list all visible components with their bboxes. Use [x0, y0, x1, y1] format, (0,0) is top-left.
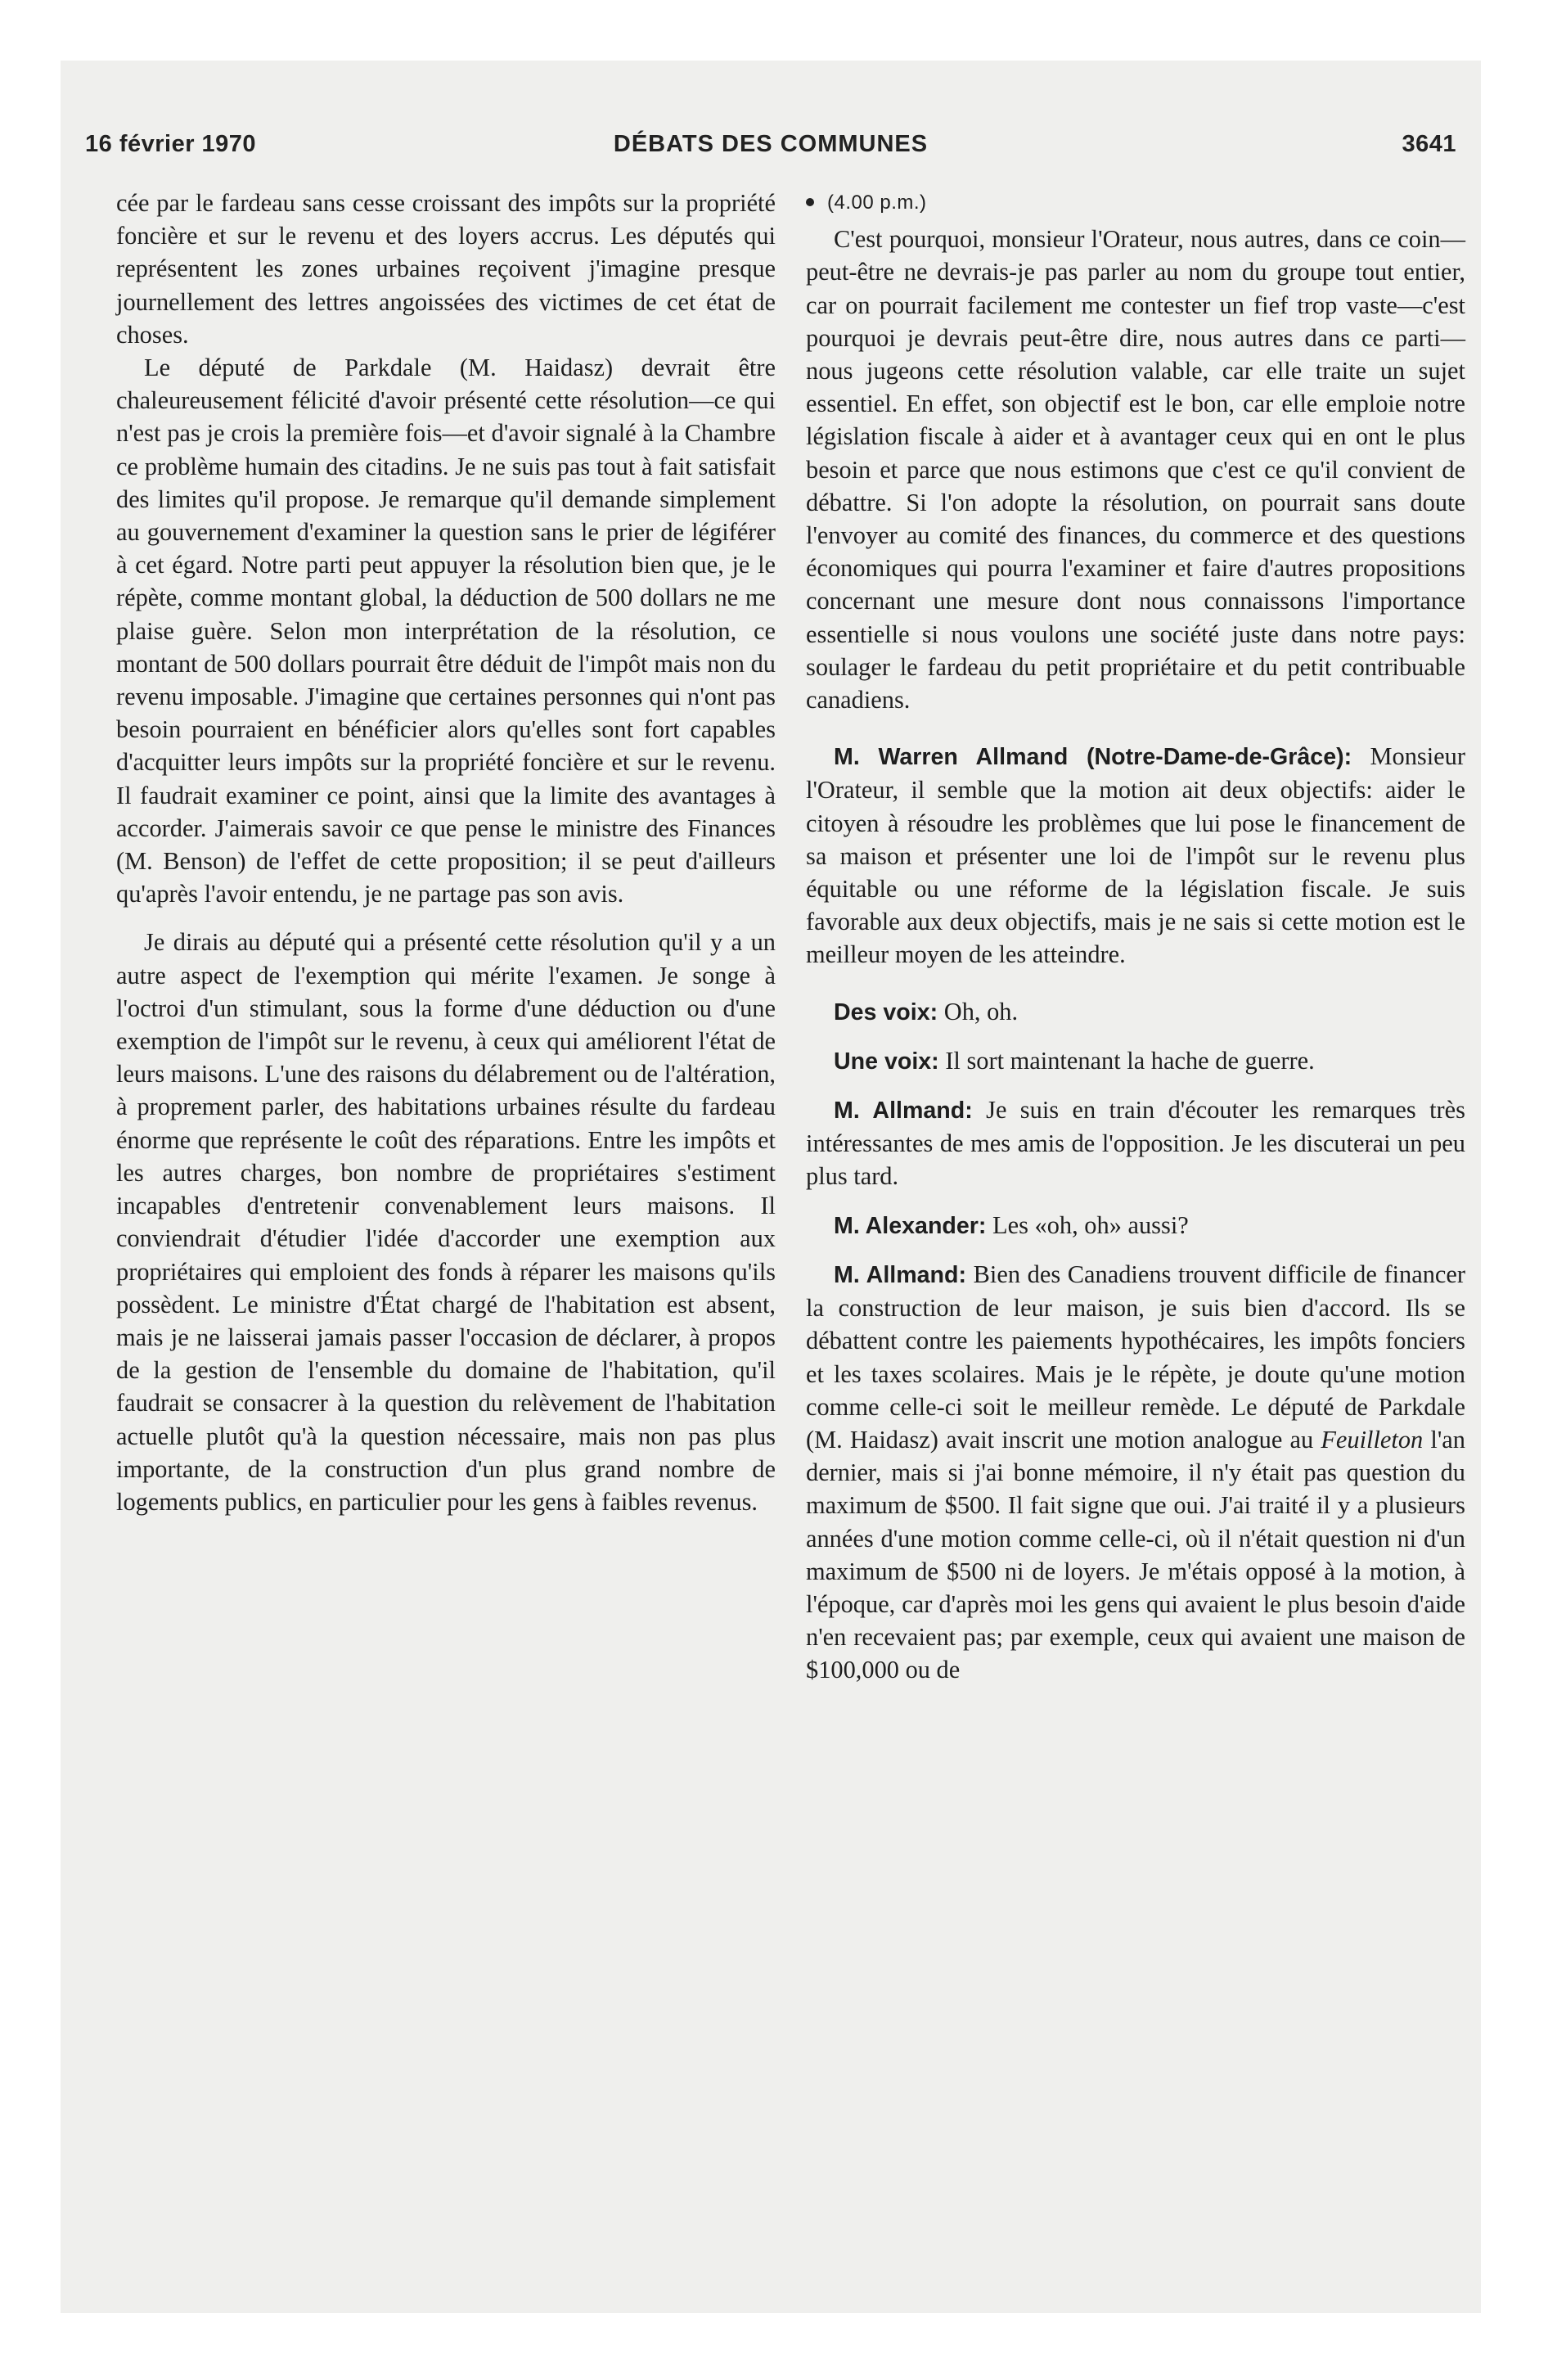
- italic-title: Feuilleton: [1321, 1425, 1424, 1454]
- speaker-name: Des voix:: [834, 998, 938, 1025]
- speech-text: Oh, oh.: [943, 997, 1019, 1025]
- speech-alexander: [806, 1209, 1465, 1242]
- speech-text: Je suis en train d'écouter les remarques très intéressantes de mes amis de l'opposition. Je les discuterai un peu plus tard.: [806, 1096, 1465, 1191]
- time-marker-line: [806, 187, 1465, 219]
- speaker-name: M. Allmand:: [834, 1261, 966, 1288]
- speaker-name: M. Warren Allmand (Notre-Dame-de-Grâce):: [834, 744, 1352, 771]
- speech-allmand-3: [806, 1258, 1465, 1687]
- right-column: [806, 187, 1465, 1687]
- speech-allmand-2: [806, 1093, 1465, 1193]
- paragraph: cée par le fardeau sans cesse croissant des impôts sur la propriété foncière et sur le revenu et des loyers accrus. Les députés qui représentent les zones urbaines reçoivent j'imagine presque journellement des lettres angoissées des victimes de cet état de choses.: [116, 189, 776, 349]
- bullet-icon: [806, 198, 814, 206]
- speech-text: Il sort maintenant la hache de guerre.: [945, 1046, 1315, 1075]
- speech-des-voix: [806, 995, 1465, 1029]
- page-header: [85, 131, 1456, 177]
- paragraph: C'est pourquoi, monsieur l'Orateur, nous autres, dans ce coin—peut-être ne devrais-je pas parler au nom du groupe tout entier, car on pourrait facilement me contester un fief trop vaste—c'est pourquoi je devrais peut-être dire, nous autres dans ce parti—nous jugeons cette résolution valable, car elle traite un sujet essentiel. En effet, son objectif est le bon, car elle emploie notre législation fiscale à aider et à avantager ceux qui en ont le plus besoin et parce que nous estimons que c'est ce qu'il convient de débattre. Si l'on adopte la résolution, on pourrait sans doute l'envoyer au comité des finances, du commerce et des questions économiques qui pourra l'examiner et faire d'autres propositions concernant une mesure dont nous connaissons l'importance essentielle si nous voulons une société juste dans notre pays: soulager le fardeau du petit propriétaire et du petit contribuable canadiens.: [806, 225, 1465, 714]
- page-number: 3641: [1402, 131, 1456, 157]
- speech-text: Monsieur l'Orateur, il semble que la motion ait deux objectifs: aider le citoyen à résoudre les problèmes que lui pose le financement de sa maison et présenter une loi de l'impôt sur le revenu plus équitable ou une réforme de la législation fiscale. Je suis favorable aux deux objectifs, mais je ne sais si cette motion est le meilleur moyen de les atteindre.: [806, 742, 1465, 969]
- speaker-name: Une voix:: [834, 1048, 939, 1075]
- speech-allmand-1: [806, 740, 1465, 971]
- time-marker: (4.00 p.m.): [827, 192, 927, 214]
- speech-une-voix: [806, 1044, 1465, 1078]
- paragraph: Le député de Parkdale (M. Haidasz) devrait être chaleureusement félicité d'avoir présenté cette résolution—ce qui n'est pas je crois la première fois—et d'avoir signalé à la Chambre ce problème humain des citadins. Je ne suis pas tout à fait satisfait des limites qu'il propose. Je remarque qu'il demande simplement au gouvernement d'examiner la question sans le prier de légiférer à cet égard. Notre parti peut appuyer la résolution bien que, je le répète, comme montant global, la déduction de 500 dollars ne me plaise guère. Selon mon interprétation de la résolution, ce montant de 500 dollars pourrait être déduit de l'impôt mais non du revenu imposable. J'imagine que certaines personnes qui n'ont pas besoin pourraient en bénéficier alors qu'elles sont fort capables d'acquitter leurs impôts sur la propriété foncière et sur le revenu. Il faudrait examiner ce point, ainsi que la limite des avantages à accorder. J'aimerais savoir ce que pense le ministre des Finances (M. Benson) de l'effet de cette proposition; il se peut d'ailleurs qu'après l'avoir entendu, je ne partage pas son avis.: [116, 354, 776, 908]
- speech-text: l'an dernier, mais si j'ai bonne mémoire, il n'y était pas question du maximum de $500. Il fait signe que oui. J'ai traité il y a plusieurs années d'une motion comme celle-ci, où il n'était question ni d'un maximum de $500 ni de loyers. Je m'étais opposé à la motion, à l'époque, car d'après moi les gens qui avaient le plus besoin d'aide n'en recevaient pas; par exemple, ceux qui avaient une maison de $100,000 ou de: [806, 1425, 1465, 1684]
- speech-text: Les «oh, oh» aussi?: [992, 1210, 1189, 1239]
- speaker-name: M. Allmand:: [834, 1098, 973, 1125]
- header-title: DÉBATS DES COMMUNES: [613, 131, 929, 157]
- speech-text: Bien des Canadiens trouvent difficile de financer la construction de leur maison, je suis bien d'accord. Ils se débattent contre les paiements hypothécaires, les impôts fonciers et les taxes scolaires. Mais je le répète, je doute qu'une motion comme celle-ci soit le meilleur remède. Le député de Parkdale (M. Haidasz) avait inscrit une motion analogue au: [806, 1260, 1465, 1454]
- header-date: 16 février 1970: [85, 131, 257, 157]
- left-column: [116, 187, 776, 1518]
- paragraph: Je dirais au député qui a présenté cette résolution qu'il y a un autre aspect de l'exemption qui mérite l'examen. Je songe à l'octroi d'un stimulant, sous la forme d'une déduction ou d'une exemption de l'impôt sur le revenu, à ceux qui améliorent l'état de leurs maisons. L'une des raisons du délabrement ou de l'altération, à proprement parler, des habitations urbaines résulte du fardeau énorme que représente le coût des réparations. Entre les impôts et les autres charges, bon nombre de propriétaires s'estiment incapables d'entretenir convenablement leurs maisons. Il conviendrait d'étudier l'idée d'accorder une exemption aux propriétaires qui emploient des fonds à réparer les maisons qu'ils possèdent. Le ministre d'État chargé de l'habitation est absent, mais je ne laisserai jamais passer l'occasion de déclarer, à propos de la gestion de l'ensemble du domaine de l'habitation, qu'il faudrait se consacrer à la question du relèvement de l'habitation actuelle plutôt qu'à la question nécessaire, mais non pas plus importante, de la construction d'un plus grand nombre de logements publics, en particulier pour les gens à faibles revenus.: [116, 928, 776, 1516]
- speaker-name: M. Alexander:: [834, 1212, 987, 1239]
